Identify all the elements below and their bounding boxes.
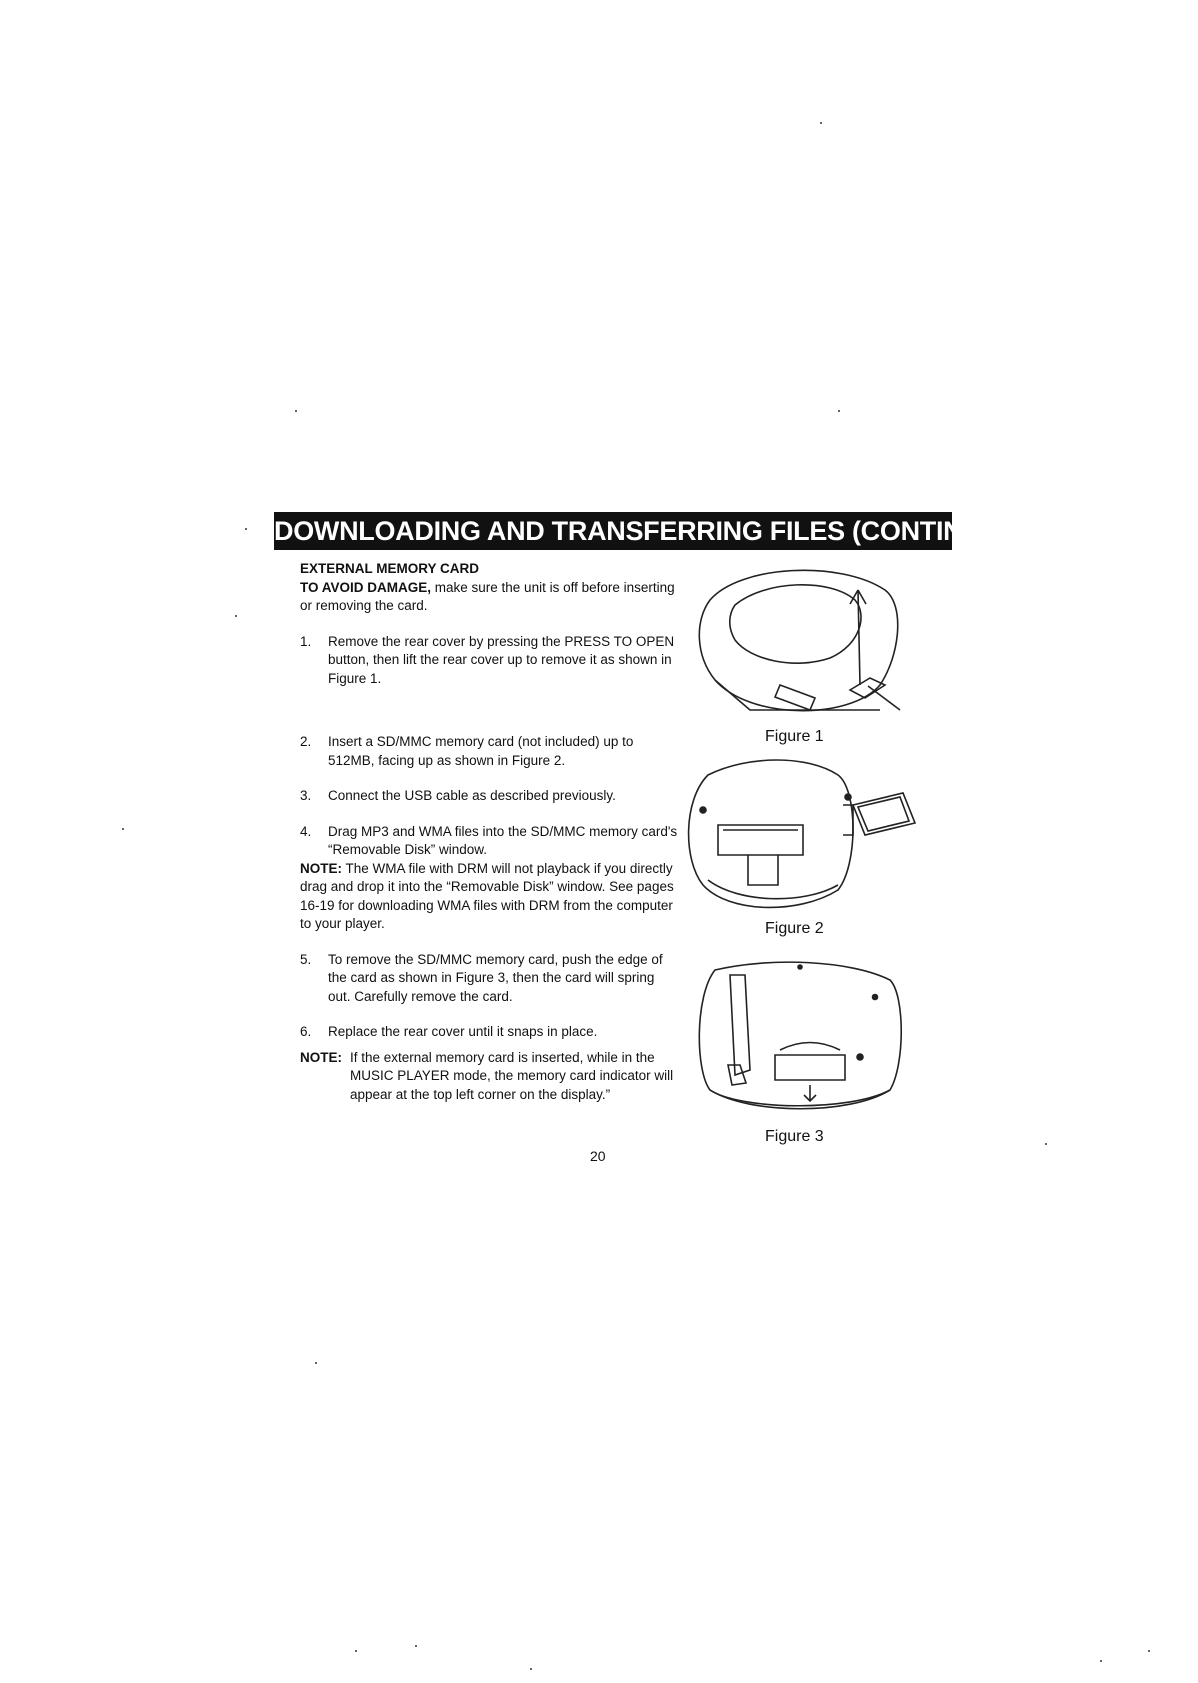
scan-speck (820, 122, 822, 124)
step-item (300, 733, 680, 770)
step-text: Remove the rear cover by pressing the PRESS TO OPEN button, then lift the rear cover up to remove it as shown in Figure 1. (328, 633, 675, 686)
figure-caption: Figure 2 (765, 920, 824, 937)
note-text: The WMA file with DRM will not playback if you directly drag and drop it into the “Removable Disk” window. See pages 16-19 for downloading WMA files with DRM from the computer to your player. (300, 860, 674, 931)
page-title: DOWNLOADING AND TRANSFERRING FILES (CONTINUED) (274, 512, 952, 550)
step-item (300, 951, 680, 1007)
step-item (300, 1023, 680, 1042)
step-text: Connect the USB cable as described previously. (328, 788, 616, 803)
step-number: 4. (300, 823, 312, 839)
step-item (300, 823, 680, 860)
note-text: If the external memory card is inserted, while in the MUSIC PLAYER mode, the memory card indicator will appear at the top left corner on the display.” (350, 1049, 674, 1102)
player-memory-card-insert-icon (678, 755, 923, 915)
note-label: NOTE: (300, 1049, 342, 1065)
figure-caption: Figure 1 (765, 728, 824, 745)
scan-speck (122, 828, 124, 830)
scan-speck (1100, 1660, 1102, 1662)
step-number: 1. (300, 633, 312, 649)
step-number: 6. (300, 1024, 312, 1039)
scan-speck (295, 410, 297, 412)
avoid-damage-text: make sure the unit is off before inserting or removing the card. (300, 579, 675, 613)
avoid-damage-warning (300, 579, 680, 616)
step-text: To remove the SD/MMC memory card, push the edge of the card as shown in Figure 3, then the card will spring out. Carefully remove the card. (328, 951, 663, 1004)
avoid-damage-lead: TO AVOID DAMAGE, (300, 579, 432, 595)
scan-speck (415, 1645, 417, 1647)
step-item (300, 787, 680, 806)
step-text: Drag MP3 and WMA files into the SD/MMC memory card's “Removable Disk” window. (328, 823, 678, 857)
step-number: 5. (300, 951, 312, 967)
note-label: NOTE: (300, 860, 342, 876)
player-rear-cover-removal-icon (690, 560, 915, 730)
scan-speck (530, 1668, 532, 1670)
scan-speck (355, 1650, 357, 1652)
scan-speck (235, 615, 237, 617)
step-text: Insert a SD/MMC memory card (not included) up to 512MB, facing up as shown in Figure 2. (328, 734, 634, 768)
scan-speck (1148, 1650, 1150, 1652)
section-title: EXTERNAL MEMORY CARD (300, 561, 480, 576)
drm-note (300, 860, 680, 934)
final-note (300, 1049, 680, 1105)
scan-speck (838, 410, 840, 412)
scan-speck (1045, 1143, 1047, 1145)
step-number: 2. (300, 734, 312, 749)
step-text: Replace the rear cover until it snaps in place. (328, 1024, 598, 1039)
figure-caption: Figure 3 (765, 1128, 824, 1145)
scan-speck (315, 1362, 317, 1364)
player-memory-card-eject-icon (690, 955, 915, 1125)
step-item (300, 633, 680, 689)
page-number: 20 (590, 1148, 606, 1164)
instructions-column (300, 560, 680, 1104)
scan-speck (245, 528, 247, 530)
step-number: 3. (300, 788, 312, 803)
